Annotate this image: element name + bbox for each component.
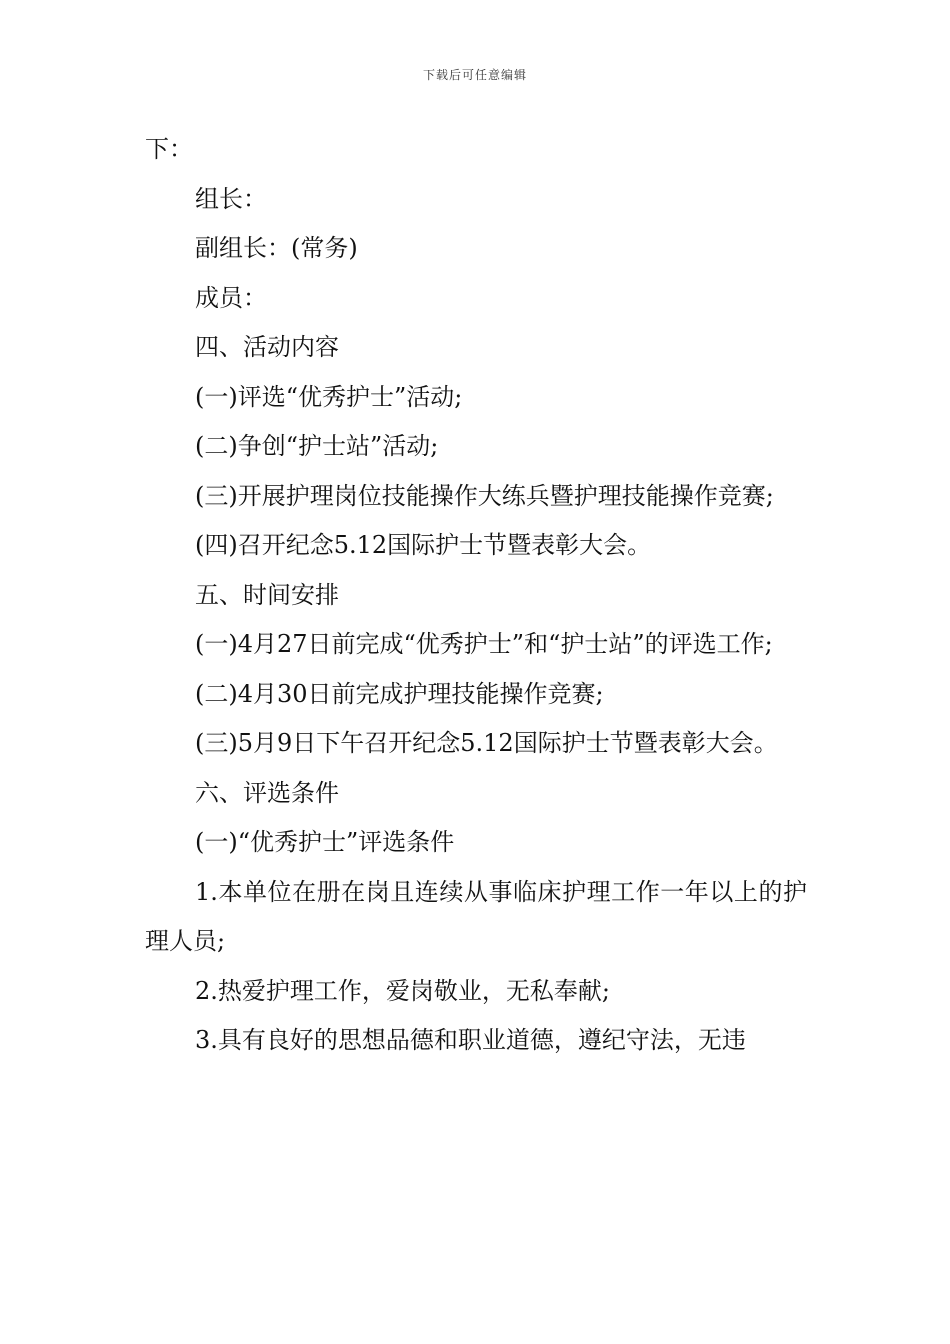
- paragraph: (二)4月30日前完成护理技能操作竞赛;: [195, 679, 604, 708]
- section-heading: 五、时间安排: [195, 580, 339, 609]
- page-header: 下载后可任意编辑: [422, 68, 527, 82]
- paragraph: (四)召开纪念5.12国际护士节暨表彰大会。: [195, 531, 652, 559]
- paragraph: 3.具有良好的思想品德和职业道德，遵纪守法，无违: [195, 1026, 746, 1054]
- paragraph: (二)争创“护士站”活动;: [195, 432, 439, 460]
- paragraph: 组长：: [195, 184, 267, 213]
- paragraph: (一)4月27日前完成“优秀护士”和“护士站”的评选工作;: [195, 630, 773, 658]
- paragraph: 下：: [145, 135, 193, 163]
- paragraph: (一)评选“优秀护士”活动;: [195, 382, 463, 411]
- document-body: [145, 125, 807, 1066]
- paragraph: (三)5月9日下午召开纪念5.12国际护士节暨表彰大会。: [195, 729, 778, 757]
- paragraph: 2.热爱护理工作，爱岗敬业，无私奉献;: [195, 976, 610, 1005]
- section-heading: 四、活动内容: [195, 333, 339, 361]
- paragraph: 副组长：(常务): [195, 234, 358, 262]
- section-heading: 六、评选条件: [195, 778, 339, 807]
- paragraph: 1.本单位在册在岗且连续从事临床护理工作一年以上的护理人员;: [145, 877, 807, 955]
- paragraph: (三)开展护理岗位技能操作大练兵暨护理技能操作竞赛;: [195, 481, 774, 510]
- paragraph: (一)“优秀护士”评选条件: [195, 828, 455, 856]
- paragraph: 成员：: [195, 283, 267, 312]
